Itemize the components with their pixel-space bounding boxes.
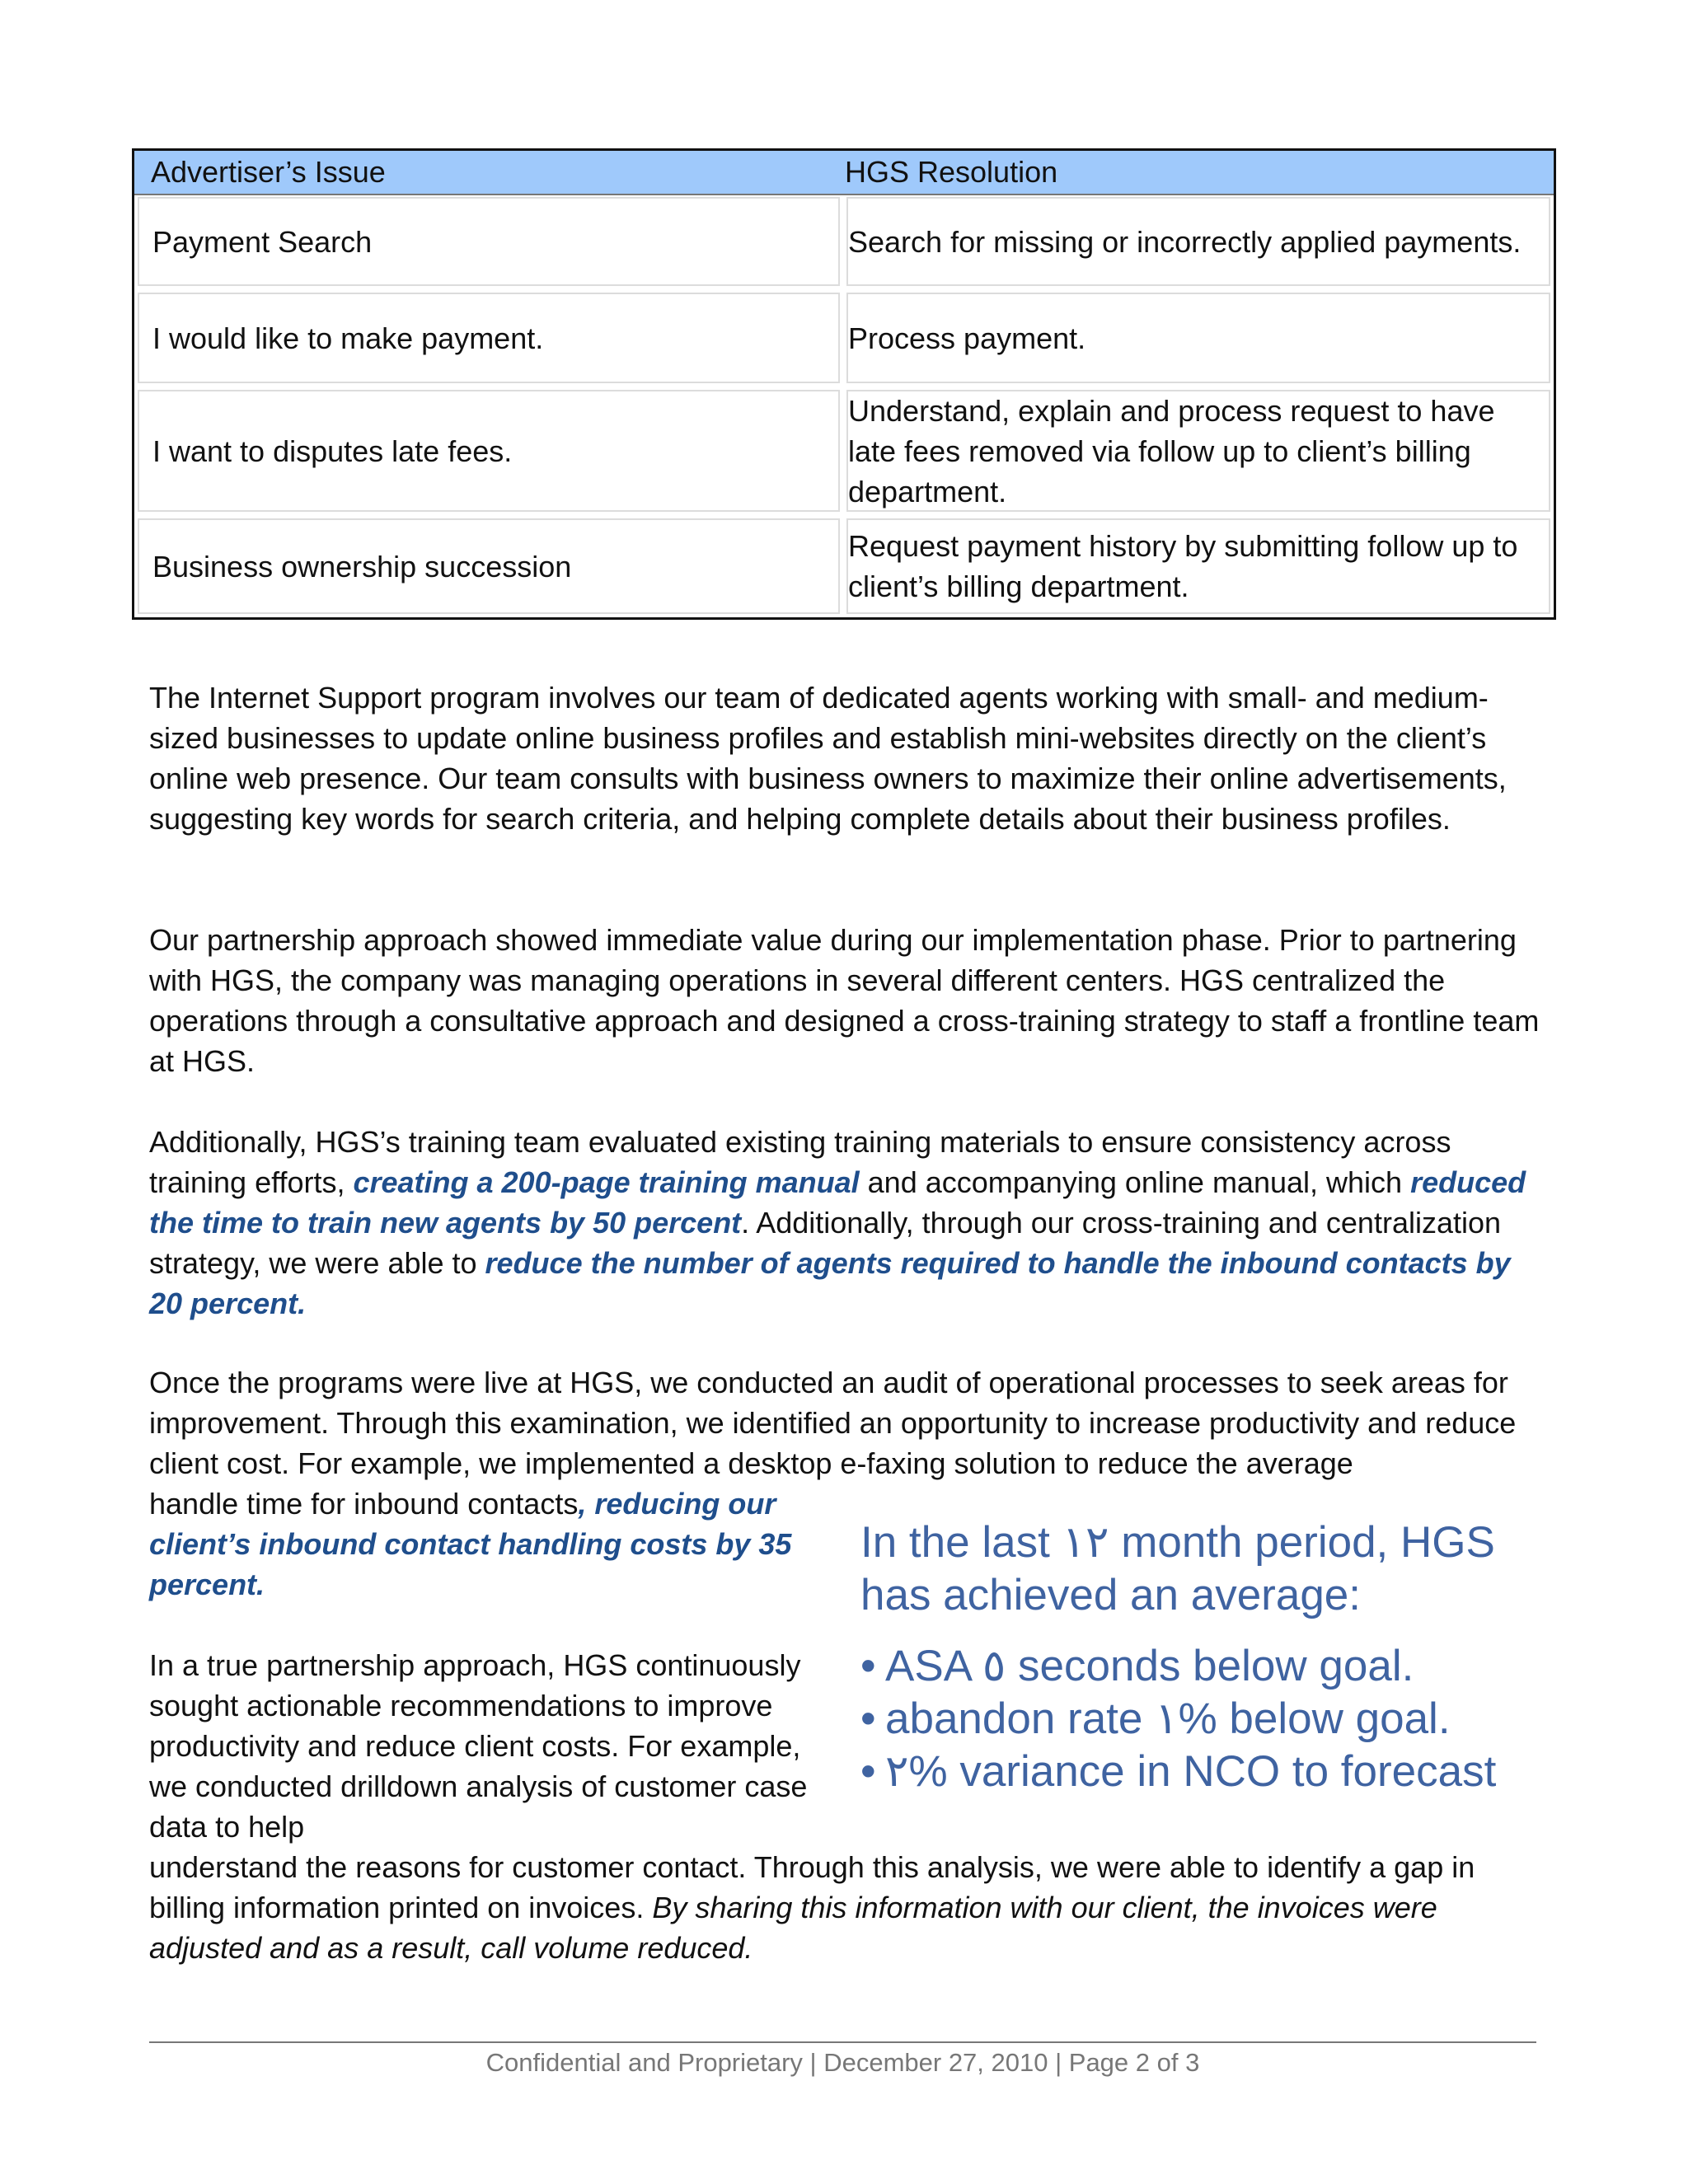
- callout-title: In the last ١٢ month period, HGS has achieved an average:: [860, 1518, 1495, 1619]
- paragraph-audit-result: handle time for inbound contacts, reducing our client’s inbound contact handling costs by 35 percent.: [149, 1487, 792, 1601]
- table-row: [134, 387, 1554, 515]
- highlight-training-manual: creating a 200-page training manual: [353, 1165, 860, 1199]
- callout-bullet: • abandon rate ١% below goal.: [860, 1693, 1569, 1746]
- header-advertisers-issue: Advertiser’s Issue: [151, 155, 386, 189]
- paragraph-internet-support: The Internet Support program involves our team of dedicated agents working with small- and medium-sized businesses to update online business profiles and establish mini-websites directly on the client’s online web presence. Our team consults with business owners to maximize their online advertisements, suggesting key words for search criteria, and helping complete details about their business profiles.: [149, 681, 1507, 836]
- table-row: [134, 515, 1554, 617]
- kpi-callout: [860, 1516, 1569, 1798]
- table-row: [134, 194, 1554, 289]
- issue-cell: Business ownership succession: [138, 518, 840, 614]
- table-row: [134, 289, 1554, 387]
- paragraph-partnership-approach: Our partnership approach showed immediate value during our implementation phase. Prior to partnering with HGS, the company was managing operations in several different centers. HGS centralized the operations through a consultative approach and designed a cross-training strategy to staff a frontline team at HGS.: [149, 923, 1540, 1078]
- highlight-train-time: reduced the time to train new agents by 50 percent: [149, 1165, 1526, 1240]
- issue-cell: I would like to make payment.: [138, 293, 840, 383]
- issue-resolution-table: [132, 148, 1556, 620]
- paragraph-true-partnership-cont: understand the reasons for customer contact. Through this analysis, we were able to identify a gap in billing information printed on invoices. By sharing this information with our client, the invoices were adjusted and as a result, call volume reduced.: [149, 1850, 1475, 1965]
- highlight-cost-reduction: , reducing our client’s inbound contact handling costs by 35 percent: [149, 1487, 792, 1601]
- callout-bullet: • ASA ٥ seconds below goal.: [860, 1640, 1569, 1693]
- table-header-row: [134, 151, 1554, 195]
- highlight-agents-reduced: reduce the number of agents required to handle the inbound contacts by 20 percent: [149, 1246, 1511, 1320]
- issue-cell: Payment Search: [138, 197, 840, 286]
- bullet-icon: •: [860, 1642, 876, 1690]
- resolution-cell: Request payment history by submitting follow up to client’s billing department.: [846, 518, 1550, 614]
- callout-bullet: • ٢% variance in NCO to forecast: [860, 1746, 1569, 1798]
- footer-divider: [149, 2041, 1536, 2043]
- paragraph-true-partnership: In a true partnership approach, HGS continuously sought actionable recommendations to improve productivity and reduce client costs. For example, we conducted drilldown analysis of customer case data to help: [149, 1648, 808, 1844]
- paragraph-training: Additionally, HGS’s training team evaluated existing training materials to ensure consistency across training efforts, creating a 200-page training manual and accompanying online manual, which reduced the time to train new agents by 50 percent. Additionally, through our cross-training and centralization strategy, we were able to reduce the number of agents required to handle the inbound contacts by 20 percent.: [149, 1125, 1526, 1320]
- bullet-icon: •: [860, 1747, 876, 1796]
- issue-cell: I want to disputes late fees.: [138, 390, 840, 512]
- resolution-cell: Understand, explain and process request to have late fees removed via follow up to client’s billing department.: [846, 390, 1550, 512]
- bullet-icon: •: [860, 1694, 876, 1743]
- page-footer: Confidential and Proprietary | December 27, 2010 | Page 2 of 3: [485, 2048, 1200, 2077]
- paragraph-audit-intro: Once the programs were live at HGS, we conducted an audit of operational processes to seek areas for improvement. Through this examination, we identified an opportunity to increase productivity and reduce client cost. For example, we implemented a desktop e-faxing solution to reduce the average: [149, 1366, 1517, 1480]
- resolution-cell: Search for missing or incorrectly applied payments.: [846, 197, 1550, 286]
- italic-conclusion: By sharing this information with our client, the invoices were adjusted and as a result, call volume reduced.: [149, 1891, 1437, 1965]
- resolution-cell: Process payment.: [846, 293, 1550, 383]
- header-hgs-resolution: HGS Resolution: [845, 155, 1058, 189]
